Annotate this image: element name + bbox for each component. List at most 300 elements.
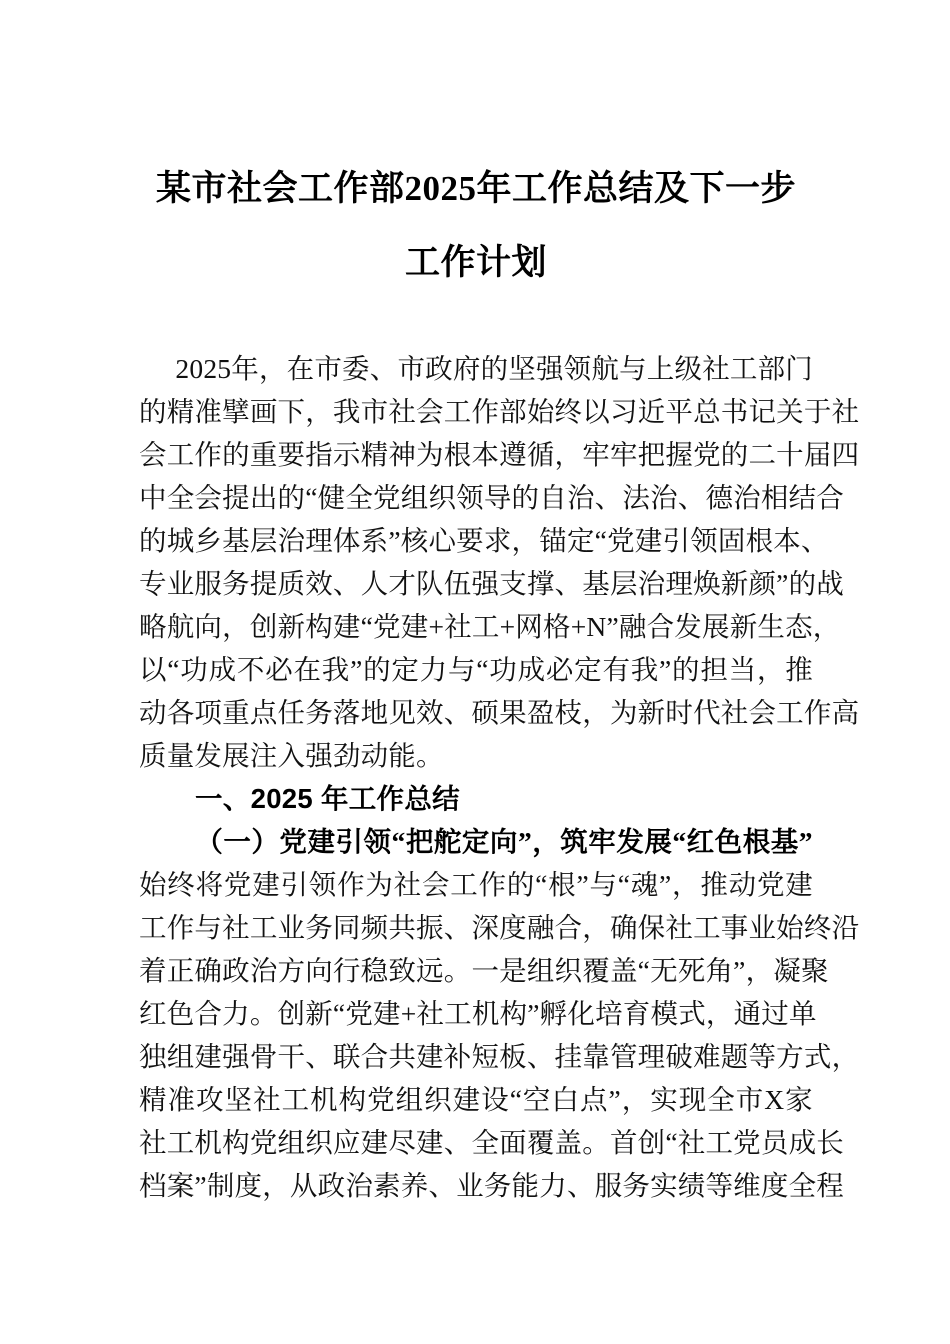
glyph: 领	[690, 525, 718, 556]
glyph: 牢	[582, 439, 610, 470]
glyph: ，	[222, 611, 250, 642]
glyph: 握	[665, 439, 694, 470]
glyph: 政	[317, 1170, 346, 1201]
glyph: 以	[139, 654, 167, 685]
glyph: 层	[609, 568, 638, 599]
glyph: 员	[760, 1127, 789, 1158]
glyph: 指	[305, 439, 333, 470]
glyph: 建	[307, 826, 336, 857]
glyph: 必	[265, 654, 293, 685]
glyph: 党	[607, 525, 635, 556]
glyph: 为	[416, 439, 444, 470]
glyph: 全	[788, 1170, 817, 1201]
glyph: 效	[416, 697, 444, 728]
glyph: 动	[139, 697, 167, 728]
glyph: 孵	[539, 998, 568, 1029]
glyph: X	[764, 1084, 785, 1115]
glyph: 合	[194, 998, 223, 1029]
glyph: ，	[705, 998, 734, 1029]
glyph: 强	[535, 353, 564, 384]
glyph: 党	[373, 611, 401, 642]
glyph: 务	[305, 697, 333, 728]
glyph: 坚	[508, 353, 536, 384]
glyph: 治	[733, 482, 761, 513]
glyph: 牢	[609, 439, 638, 470]
glyph: 项	[194, 697, 223, 728]
glyph: 建	[452, 1084, 481, 1115]
glyph: 撑	[526, 568, 555, 599]
glyph: 地	[360, 697, 389, 728]
glyph: 合	[360, 1041, 389, 1072]
glyph: 工	[693, 912, 721, 943]
glyph: 功	[180, 654, 208, 685]
glyph: 治	[249, 955, 278, 986]
glyph: 新	[277, 611, 306, 642]
glyph: 远	[416, 955, 444, 986]
glyph: 首	[609, 1127, 638, 1158]
glyph: 果	[499, 697, 527, 728]
glyph: 结	[788, 482, 817, 513]
glyph: 补	[443, 1041, 472, 1072]
glyph: 格	[542, 611, 571, 642]
glyph: 、	[554, 568, 583, 599]
glyph: 全	[471, 1127, 500, 1158]
glyph: 素	[373, 1170, 401, 1201]
glyph: 作	[471, 396, 500, 427]
glyph: 、	[526, 1041, 555, 1072]
intro-line-8	[139, 648, 813, 691]
glyph: 一	[223, 826, 252, 857]
intro-line-3	[139, 433, 860, 476]
glyph: ，	[745, 955, 774, 986]
glyph: 我	[332, 396, 361, 427]
glyph: 记	[748, 396, 777, 427]
sub-line-6	[139, 1078, 813, 1121]
glyph: 红	[139, 998, 167, 1029]
glyph: 全	[166, 482, 195, 513]
glyph: 舵	[433, 826, 462, 857]
glyph: “	[665, 1127, 678, 1158]
glyph: 共	[388, 912, 417, 943]
glyph: 。	[582, 1127, 610, 1158]
glyph: 培	[595, 998, 623, 1029]
glyph: +	[400, 998, 417, 1029]
glyph: 社	[139, 1127, 167, 1158]
glyph: 准	[194, 396, 223, 427]
glyph: 式	[678, 998, 706, 1029]
glyph: 支	[499, 568, 527, 599]
glyph: 引	[335, 826, 364, 857]
glyph: 航	[591, 353, 620, 384]
glyph: 绩	[677, 1170, 706, 1201]
glyph: 过	[761, 998, 789, 1029]
glyph: 理	[665, 568, 694, 599]
glyph: 精	[166, 396, 195, 427]
glyph: ，	[258, 353, 287, 384]
glyph: 二	[748, 439, 777, 470]
glyph: 白	[551, 1084, 580, 1115]
glyph: 长	[816, 1127, 844, 1158]
glyph: 硕	[471, 697, 500, 728]
glyph: 终	[803, 912, 832, 943]
glyph: 尽	[388, 1127, 417, 1158]
glyph: 基	[222, 525, 250, 556]
glyph: 务	[222, 568, 250, 599]
glyph: 在	[286, 353, 315, 384]
glyph: 门	[785, 353, 813, 384]
glyph: 人	[360, 568, 389, 599]
glyph: 现	[678, 1084, 707, 1115]
glyph: “	[332, 998, 346, 1029]
glyph: 根	[742, 826, 771, 857]
glyph: 委	[342, 353, 370, 384]
glyph: ”	[608, 1084, 621, 1115]
glyph: 建	[634, 525, 663, 556]
glyph: 业	[277, 912, 306, 943]
glyph: 织	[305, 1127, 333, 1158]
glyph: 创	[637, 1127, 666, 1158]
glyph: 成	[208, 654, 237, 685]
glyph: 应	[332, 1127, 361, 1158]
glyph: 织	[424, 1084, 452, 1115]
glyph: 、	[443, 912, 472, 943]
glyph: +	[499, 611, 516, 642]
glyph: 战	[816, 568, 844, 599]
glyph: 任	[277, 697, 306, 728]
glyph: ”	[659, 654, 672, 685]
glyph: 牢	[588, 826, 616, 857]
glyph: 准	[167, 1084, 196, 1115]
glyph: 我	[321, 654, 350, 685]
glyph: 出	[249, 482, 278, 513]
glyph: 育	[622, 998, 651, 1029]
glyph: “	[305, 482, 318, 513]
glyph: 神	[388, 439, 417, 470]
glyph: 心	[428, 525, 457, 556]
glyph: 届	[803, 439, 832, 470]
glyph: 发	[616, 826, 645, 857]
glyph: 党	[249, 1127, 278, 1158]
glyph: 从	[289, 1170, 318, 1201]
section-heading-1-text: 一、2025 年工作总结	[195, 783, 460, 814]
glyph: 伍	[443, 568, 472, 599]
glyph: 把	[405, 826, 434, 857]
glyph: 单	[789, 998, 817, 1029]
glyph: +	[428, 611, 445, 642]
glyph: 共	[388, 1041, 417, 1072]
glyph: 治	[637, 568, 666, 599]
glyph: 盈	[526, 697, 555, 728]
glyph: 保	[637, 912, 666, 943]
intro-line-7	[139, 605, 841, 648]
glyph: 工	[471, 611, 500, 642]
glyph: 总	[693, 396, 721, 427]
glyph: 建	[373, 998, 401, 1029]
glyph: 是	[499, 955, 527, 986]
glyph: 确	[609, 912, 638, 943]
glyph: 党	[756, 869, 785, 900]
glyph: 新	[305, 998, 333, 1029]
glyph: 会	[194, 482, 223, 513]
glyph: 终	[554, 396, 583, 427]
glyph: 作	[337, 869, 365, 900]
glyph: 下	[277, 396, 306, 427]
glyph: 层	[249, 525, 278, 556]
glyph: 成	[517, 654, 546, 685]
glyph: 色	[714, 826, 743, 857]
glyph: +	[570, 611, 587, 642]
glyph: 见	[388, 697, 417, 728]
glyph: 稳	[360, 955, 389, 986]
glyph: 的	[511, 482, 540, 513]
glyph: 循	[526, 439, 555, 470]
glyph: 建	[400, 611, 429, 642]
glyph: 工	[166, 439, 195, 470]
document-title-line-1: 某市社会工作部2025年工作总结及下一步	[155, 169, 796, 208]
glyph: 不	[236, 654, 265, 685]
glyph: ”	[659, 869, 672, 900]
glyph: 效	[305, 568, 333, 599]
glyph: 融	[618, 611, 647, 642]
glyph: 市	[314, 353, 343, 384]
glyph: 振	[416, 912, 444, 943]
glyph: 乡	[194, 525, 223, 556]
glyph: 务	[305, 912, 333, 943]
glyph: 会	[416, 396, 444, 427]
glyph: 机	[310, 1084, 338, 1115]
glyph: 治	[277, 525, 306, 556]
glyph: 筑	[560, 826, 588, 857]
glyph: 市	[735, 1084, 764, 1115]
glyph: 始	[776, 912, 804, 943]
glyph: 工	[450, 869, 478, 900]
glyph: “	[637, 955, 651, 986]
glyph: 色	[166, 998, 195, 1029]
glyph: 为	[609, 697, 638, 728]
glyph: 建	[785, 869, 813, 900]
glyph: 根	[745, 525, 774, 556]
glyph: 社	[702, 353, 730, 384]
glyph: 、	[332, 568, 361, 599]
glyph: “	[360, 611, 374, 642]
glyph: 中	[139, 482, 167, 513]
glyph: 同	[332, 912, 361, 943]
glyph: ，	[305, 396, 333, 427]
glyph: 市	[397, 353, 426, 384]
glyph: 、	[443, 697, 472, 728]
glyph: 党	[367, 1084, 395, 1115]
glyph: 难	[693, 1041, 721, 1072]
glyph: 全	[707, 1084, 735, 1115]
glyph: 新	[637, 697, 666, 728]
glyph: 城	[166, 525, 195, 556]
glyph: 把	[637, 439, 666, 470]
sub-line-4	[139, 992, 817, 1035]
glyph: 治	[566, 482, 595, 513]
glyph: N	[586, 611, 607, 642]
glyph: 社	[253, 1084, 281, 1115]
glyph: 的	[363, 654, 391, 685]
glyph: “	[476, 654, 489, 685]
glyph: 、	[428, 1170, 457, 1201]
glyph: 强	[471, 568, 500, 599]
glyph: 等	[748, 1041, 777, 1072]
glyph: 才	[388, 568, 417, 599]
intro-line-9	[139, 691, 860, 734]
intro-line-1	[139, 347, 813, 390]
glyph: 作	[803, 697, 832, 728]
glyph: 级	[674, 353, 703, 384]
glyph: ，	[582, 912, 610, 943]
glyph: 致	[388, 955, 417, 986]
glyph: 建	[332, 611, 361, 642]
glyph: 要	[456, 525, 484, 556]
glyph: 的	[480, 353, 509, 384]
glyph: 向	[489, 826, 518, 857]
glyph: 养	[400, 1170, 429, 1201]
intro-line-4	[139, 476, 844, 519]
glyph: “	[391, 826, 406, 857]
glyph: 度	[760, 1170, 789, 1201]
intro-line-10: 质量发展注入强劲动能。	[139, 740, 444, 771]
glyph: 作	[194, 439, 223, 470]
glyph: 构	[305, 611, 333, 642]
glyph: 我	[630, 654, 659, 685]
glyph: 织	[554, 955, 583, 986]
glyph: 程	[816, 1170, 844, 1201]
glyph: 习	[609, 396, 638, 427]
glyph: 死	[677, 955, 706, 986]
glyph: 工	[249, 912, 278, 943]
glyph: 务	[622, 1170, 651, 1201]
glyph: 合	[646, 611, 675, 642]
glyph: 合	[816, 482, 844, 513]
glyph: 动	[728, 869, 757, 900]
glyph: 案	[166, 1170, 195, 1201]
glyph: 社	[388, 396, 417, 427]
glyph: 、	[443, 1127, 472, 1158]
glyph: 为	[365, 869, 394, 900]
glyph: 功	[489, 654, 517, 685]
glyph: 根	[548, 869, 576, 900]
glyph: ）	[251, 826, 280, 857]
glyph: 本	[471, 439, 500, 470]
sub-line-1	[139, 863, 813, 906]
glyph: 业	[748, 912, 777, 943]
glyph: 市	[360, 396, 389, 427]
glyph: 制	[206, 1170, 235, 1201]
glyph: 府	[452, 353, 481, 384]
glyph: 当	[728, 654, 757, 685]
glyph: 破	[665, 1041, 694, 1072]
glyph: 理	[637, 1041, 666, 1072]
glyph: 擘	[222, 396, 250, 427]
glyph: 书	[720, 396, 749, 427]
glyph: 构	[499, 998, 528, 1029]
glyph: 社	[444, 611, 472, 642]
glyph: 工	[443, 396, 472, 427]
glyph: 领	[456, 482, 484, 513]
glyph: 工	[776, 697, 804, 728]
glyph: 、	[369, 353, 398, 384]
glyph: 的	[139, 525, 167, 556]
glyph: 引	[662, 525, 691, 556]
glyph: 点	[249, 697, 278, 728]
glyph: ”	[798, 826, 813, 857]
glyph: 定	[566, 525, 595, 556]
glyph: 力	[539, 1170, 567, 1201]
sub-line-2	[139, 906, 860, 949]
glyph: 设	[481, 1084, 509, 1115]
intro-line-2	[139, 390, 860, 433]
glyph: 创	[277, 998, 306, 1029]
glyph: 板	[499, 1041, 527, 1072]
glyph: 工	[166, 1127, 195, 1158]
glyph: 方	[277, 955, 306, 986]
glyph: 精	[139, 1084, 167, 1115]
glyph: 发	[674, 611, 702, 642]
glyph: “	[672, 826, 687, 857]
glyph: 要	[277, 439, 306, 470]
glyph: 党	[279, 826, 308, 857]
glyph: 家	[785, 1084, 813, 1115]
glyph: 十	[776, 439, 804, 470]
glyph: 法	[622, 482, 651, 513]
glyph: 作	[478, 869, 507, 900]
glyph: 会	[748, 697, 777, 728]
glyph: 领	[308, 869, 337, 900]
glyph: ”	[606, 611, 619, 642]
glyph: 有	[602, 654, 631, 685]
glyph: 终	[167, 869, 195, 900]
glyph: 会	[421, 869, 450, 900]
first-line-indent	[139, 347, 175, 390]
glyph: 于	[803, 396, 832, 427]
glyph: 关	[776, 396, 804, 427]
glyph: ，	[621, 1084, 650, 1115]
glyph: 服	[594, 1170, 623, 1201]
glyph: ，	[511, 525, 540, 556]
glyph: 靠	[582, 1041, 610, 1072]
glyph: 始	[139, 869, 167, 900]
glyph: 组	[277, 1127, 306, 1158]
subsection-heading-1	[139, 820, 813, 863]
glyph: 会	[139, 439, 167, 470]
glyph: 年	[231, 353, 259, 384]
glyph: 社	[720, 697, 749, 728]
glyph: 建	[416, 1127, 444, 1158]
glyph: 织	[428, 482, 457, 513]
glyph: 。	[249, 998, 278, 1029]
glyph: 空	[522, 1084, 551, 1115]
glyph: 攻	[196, 1084, 224, 1115]
glyph: 展	[644, 826, 673, 857]
glyph: 与	[589, 869, 618, 900]
glyph: 的	[139, 396, 167, 427]
glyph: 点	[579, 1084, 608, 1115]
glyph: 组	[395, 1084, 424, 1115]
glyph: 相	[760, 482, 789, 513]
glyph: 一	[471, 955, 500, 986]
glyph: 0	[189, 353, 204, 384]
glyph: 重	[222, 697, 250, 728]
glyph: 业	[166, 568, 195, 599]
glyph: 始	[526, 396, 555, 427]
glyph: 社	[665, 912, 694, 943]
glyph: 建	[194, 1041, 223, 1072]
glyph: 党	[733, 1127, 761, 1158]
glyph: 定	[461, 826, 490, 857]
